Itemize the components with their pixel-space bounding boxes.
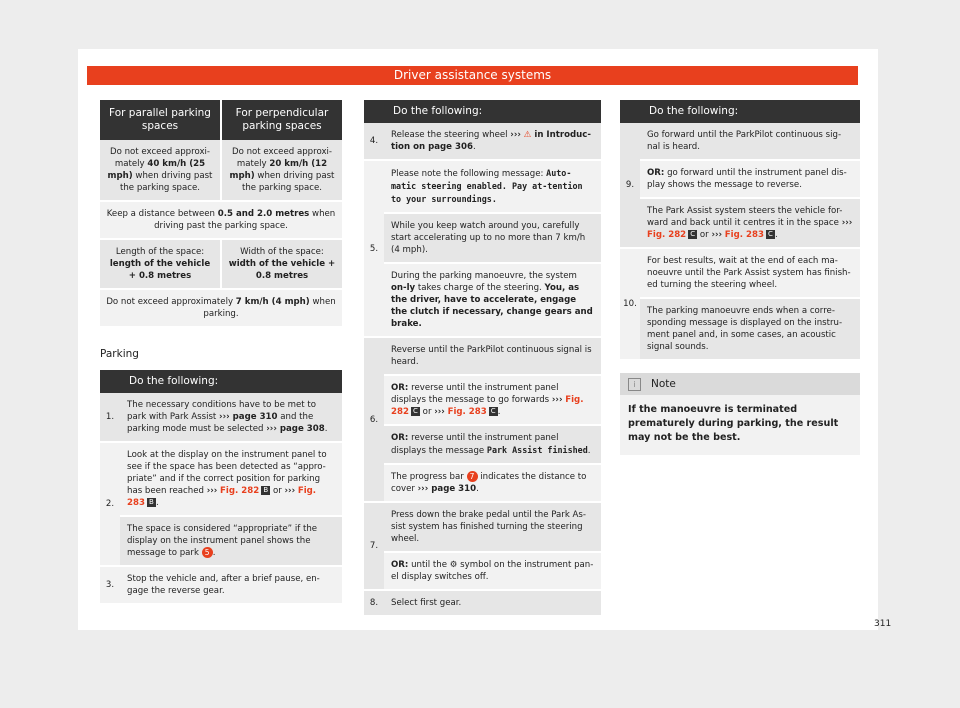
column-right xyxy=(620,100,860,455)
steps-head: Do the following: xyxy=(384,100,601,123)
steps-table-3 xyxy=(620,100,860,359)
step-text: The necessary conditions have to be met to park with Park Assist ››› page 310 and the parking mode must be selected ››› page 308. xyxy=(127,400,328,434)
note-header: i Note xyxy=(620,373,860,395)
step-text: Release the steering wheel ››› ⚠ in Introduc-tion on page 306. xyxy=(391,130,591,152)
note-box xyxy=(620,373,860,455)
section-header: Driver assistance systems xyxy=(87,66,858,85)
steps-head: Do the following: xyxy=(120,370,342,393)
figure-link[interactable]: Fig. 283 xyxy=(447,407,487,417)
step-text: OR: go forward until the instrument panel dis-play shows the message to reverse. xyxy=(640,160,860,198)
page-number: 311 xyxy=(874,619,892,629)
step-text: Press down the brake pedal until the Park As-sist system has finished turning the steering wheel. xyxy=(384,502,601,552)
step-text: During the parking manoeuvre, the system on-ly takes charge of the steering. You, as the driver, have to accelerate, engage the clutch if necessary, change gears and brake. xyxy=(384,263,601,337)
steps-head: Do the following: xyxy=(640,100,860,123)
steps-table-2 xyxy=(364,100,601,615)
speed-table xyxy=(100,100,342,326)
figure-letter-badge: C xyxy=(489,407,498,416)
figure-link[interactable]: Fig. 282 xyxy=(391,395,584,417)
step-text: OR: reverse until the instrument panel displays the message to go forwards ››› Fig. 282 C or ››› Fig. 283 C . xyxy=(384,375,601,425)
step-text: Go forward until the ParkPilot continuous sig-nal is heard. xyxy=(647,130,842,152)
step-text: The parking manoeuvre ends when a corre-sponding message is displayed on the instru-ment panel and, in some cases, an acoustic signal sounds. xyxy=(640,298,860,359)
cell-parallel-speed: Do not exceed approxi-mately 40 km/h (25 mph) when driving past the parking space. xyxy=(100,140,221,201)
step-text: The progress bar 7 indicates the distance to cover ››› page 310. xyxy=(384,464,601,502)
warning-triangle-icon: ⚠ xyxy=(523,130,532,140)
blank-head xyxy=(620,100,640,123)
step-number: 5. xyxy=(364,160,384,337)
callout-number-badge: 5 xyxy=(202,547,213,558)
step-number: 3. xyxy=(100,566,120,603)
figure-letter-badge: C xyxy=(688,230,697,239)
figure-link[interactable]: Fig. 283 xyxy=(127,486,317,508)
cell-parking-speed: Do not exceed approximately 7 km/h (4 mph) when parking. xyxy=(100,289,342,326)
step-number: 2. xyxy=(100,442,120,566)
step-text: While you keep watch around you, carefully start accelerating up to no more than 7 km/h (4 mph). xyxy=(384,213,601,263)
figure-link[interactable]: Fig. 283 xyxy=(724,230,764,240)
blank-head xyxy=(364,100,384,123)
step-text: The Park Assist system steers the vehicle for-ward and back until it centres it in the space ››› Fig. 282 C or ››› Fig. 283 C . xyxy=(640,198,860,248)
cell-width: Width of the space: width of the vehicle + 0.8 metres xyxy=(221,239,342,289)
step-text: Select first gear. xyxy=(384,590,601,615)
figure-letter-badge: C xyxy=(411,407,420,416)
step-number: 10. xyxy=(620,248,640,359)
park-assist-symbol-icon: ⚙ xyxy=(449,560,458,570)
step-number: 9. xyxy=(625,180,635,190)
cell-length: Length of the space: length of the vehicle + 0.8 metres xyxy=(100,239,221,289)
step-text: Stop the vehicle and, after a brief pause, en-gage the reverse gear. xyxy=(120,566,342,603)
blank-head xyxy=(100,370,120,393)
step-number: 4. xyxy=(369,136,379,146)
figure-link[interactable]: Fig. 282 xyxy=(647,230,687,240)
column-middle xyxy=(364,100,601,615)
step-text: The space is considered “appropriate” if the display on the instrument panel shows the message to park 5 . xyxy=(120,516,342,566)
col-head-parallel: For parallel parking spaces xyxy=(100,100,221,140)
callout-number-badge: 7 xyxy=(467,471,478,482)
figure-letter-badge: B xyxy=(147,498,156,507)
figure-letter-badge: C xyxy=(766,230,775,239)
step-number: 1. xyxy=(105,412,115,422)
step-number: 6. xyxy=(364,337,384,502)
cell-distance: Keep a distance between 0.5 and 2.0 metres when driving past the parking space. xyxy=(100,201,342,239)
step-text: For best results, wait at the end of each ma-noeuvre until the Park Assist system has finish-ed turning the steering wheel. xyxy=(640,248,860,298)
step-text: Look at the display on the instrument panel to see if the space has been detected as “appro-priate” and if the correct position for parking has been reached ››› Fig. 282 B or ››› Fig. 283 B . xyxy=(120,442,342,516)
col-head-perpendicular: For perpendicular parking spaces xyxy=(221,100,342,140)
info-icon: i xyxy=(628,378,641,391)
step-text: OR: reverse until the instrument panel displays the message Park Assist finished. xyxy=(384,425,601,464)
cell-perpendicular-speed: Do not exceed approxi-mately 20 km/h (12 mph) when driving past the parking space. xyxy=(229,147,335,193)
step-number: 8. xyxy=(364,590,384,615)
figure-link[interactable]: Fig. 282 xyxy=(220,486,260,496)
step-text: Reverse until the ParkPilot continuous signal is heard. xyxy=(384,337,601,375)
step-text: Please note the following message: Auto-matic steering enabled. Pay at-tention to your surroundings. xyxy=(384,160,601,213)
figure-letter-badge: B xyxy=(261,486,270,495)
step-text: OR: until the ⚙ symbol on the instrument pan-el display switches off. xyxy=(384,552,601,590)
step-number: 7. xyxy=(364,502,384,590)
note-body: If the manoeuvre is terminated prematurely during parking, the result may not be the best. xyxy=(620,395,860,455)
column-left xyxy=(100,100,342,603)
steps-table-1 xyxy=(100,370,342,603)
parking-heading: Parking xyxy=(100,348,139,360)
